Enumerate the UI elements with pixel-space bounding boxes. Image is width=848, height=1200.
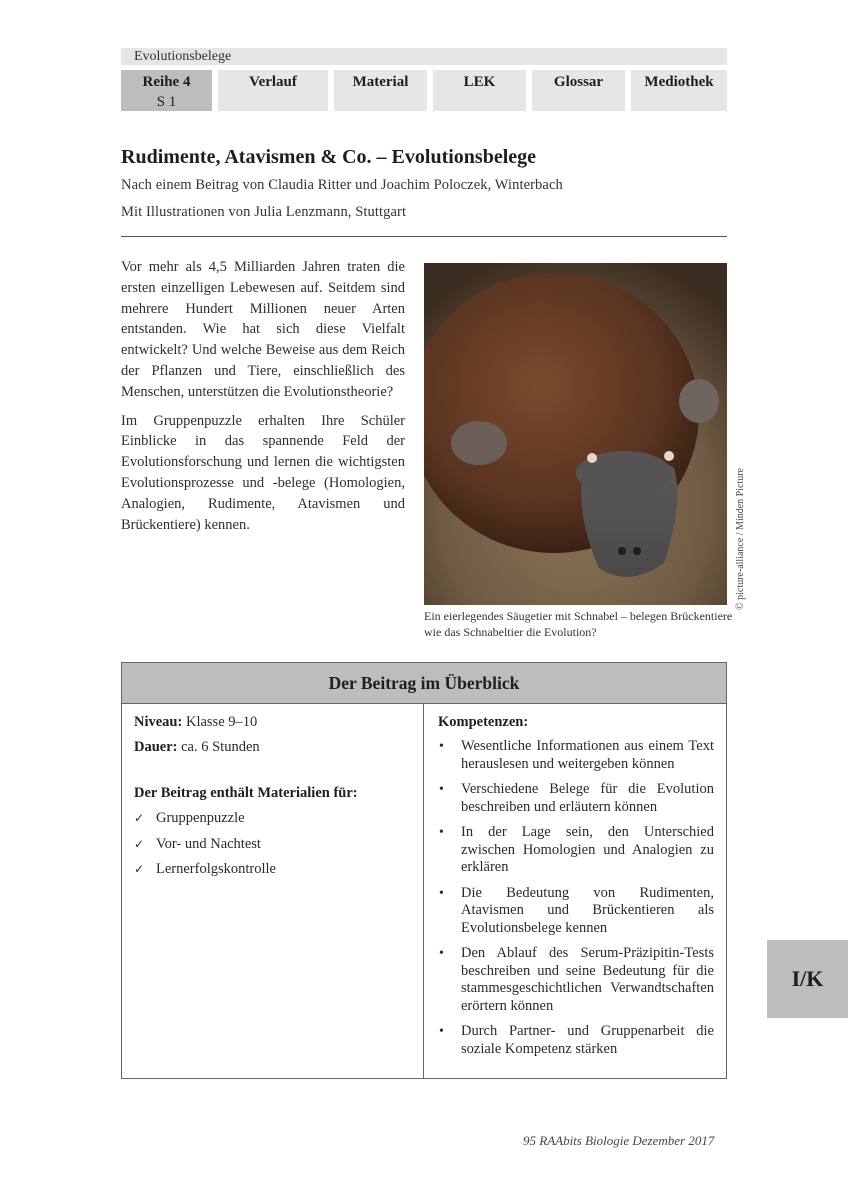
footer-publication: 95 RAAbits Biologie Dezember 2017 [523,1133,715,1148]
overview-right-column [424,704,726,1078]
material-label: Gruppenpuzzle [156,810,245,826]
tab-reihe[interactable] [121,70,212,111]
competences-title: Kompetenzen: [438,714,529,730]
competence-text: Wesentliche Informationen aus einem Text herauslesen und weitergeben können [461,738,714,772]
tab-mediothek[interactable]: Mediothek [631,70,727,111]
niveau-value: Klasse 9–10 [185,714,258,730]
list-item [134,808,411,828]
competences-list [438,738,714,1058]
photo-credit: © picture-alliance / Minden Picture [735,468,746,610]
bullet-icon: • [439,1024,444,1039]
dauer-row [134,737,411,757]
tab-verlauf[interactable]: Verlauf [218,70,328,111]
byline-authors: Nach einem Beitrag von Claudia Ritter und Joachim Poloczek, Winterbach [121,177,563,193]
bullet-icon: • [439,946,444,961]
list-item [134,859,411,879]
list-item [438,885,714,938]
tab-reihe-label: Reihe 4 [142,74,191,90]
bullet-icon: • [439,885,444,901]
nav-tabs [121,70,727,111]
competence-text: Die Bedeutung von Rudimenten, Atavismen und Brückentieren als Evolutionsbelege kennen [461,884,714,936]
list-item [438,781,714,816]
competence-text: Verschiedene Belege für die Evolution beschreiben und erläutern können [461,781,714,815]
byline-illustrations: Mit Illustrationen von Julia Lenzmann, Stuttgart [121,204,407,220]
niveau-row [134,712,411,732]
list-item [438,945,714,1015]
tab-material[interactable]: Material [334,70,427,111]
intro-text [121,257,405,543]
page-title: Rudimente, Atavismen & Co. – Evolutionsbelege [121,146,536,168]
tab-reihe-sub: S 1 [156,94,177,110]
photo-caption: Ein eierlegendes Säugetier mit Schnabel – belegen Brückentiere wie das Schnabeltier die Evolution? [424,609,733,639]
bullet-icon: • [439,825,444,840]
tab-lek[interactable]: LEK [433,70,526,111]
overview-box [121,662,727,1079]
material-label: Vor- und Nachtest [156,835,261,852]
materials-list [134,808,411,879]
overview-heading: Der Beitrag im Überblick [122,663,726,704]
competence-text: In der Lage sein, den Unterschied zwischen Homologien und Analogien zu erklären [461,824,714,875]
divider [121,236,727,237]
bullet-icon: • [439,782,444,797]
check-icon: ✓ [134,862,145,876]
platypus-photo [424,263,727,605]
niveau-label: Niveau: [134,714,183,730]
overview-left-column [122,704,424,1078]
dauer-label: Dauer: [134,739,178,755]
dauer-value: ca. 6 Stunden [181,739,260,755]
series-title: Evolutionsbelege [121,48,727,65]
material-label: Lernerfolgskontrolle [156,861,276,877]
list-item [438,1023,714,1058]
intro-paragraph: Vor mehr als 4,5 Milliarden Jahren traten die ersten einzelligen Lebewesen auf. Seitdem sind mehrere Hundert Millionen neuer Arten entstanden. Wie hat sich diese Vielfalt entwickelt? Und welche Beweise aus dem Reich der Pflanzen und Tiere, einschließlich des Menschen, unterstützen die Evolutionstheorie? [121,259,405,400]
list-item [438,738,714,773]
tab-glossar[interactable]: Glossar [532,70,625,111]
bullet-icon: • [439,739,444,754]
check-icon: ✓ [134,836,145,851]
competence-text: Den Ablauf des Serum-Präzipitin-Tests beschreiben und seine Bedeutung für die stammesgeschichtlichen Verwandtschaften erörtern können [461,945,714,1014]
list-item [438,824,714,877]
list-item [134,834,411,854]
check-icon: ✓ [134,811,145,825]
competence-text: Durch Partner- und Gruppenarbeit die soziale Kompetenz stärken [461,1023,714,1057]
intro-paragraph: Im Gruppenpuzzle erhalten Ihre Schüler Einblicke in das spannende Feld der Evolutionsforschung und lernen die wichtigsten Evolutionsprozesse und -belege (Homologien, Analogien, Rudimente, Atavismen und Brückentiere) kennen. [121,412,405,533]
materials-title: Der Beitrag enthält Materialien für: [134,785,358,801]
section-tab-ik[interactable]: I/K [767,940,848,1018]
